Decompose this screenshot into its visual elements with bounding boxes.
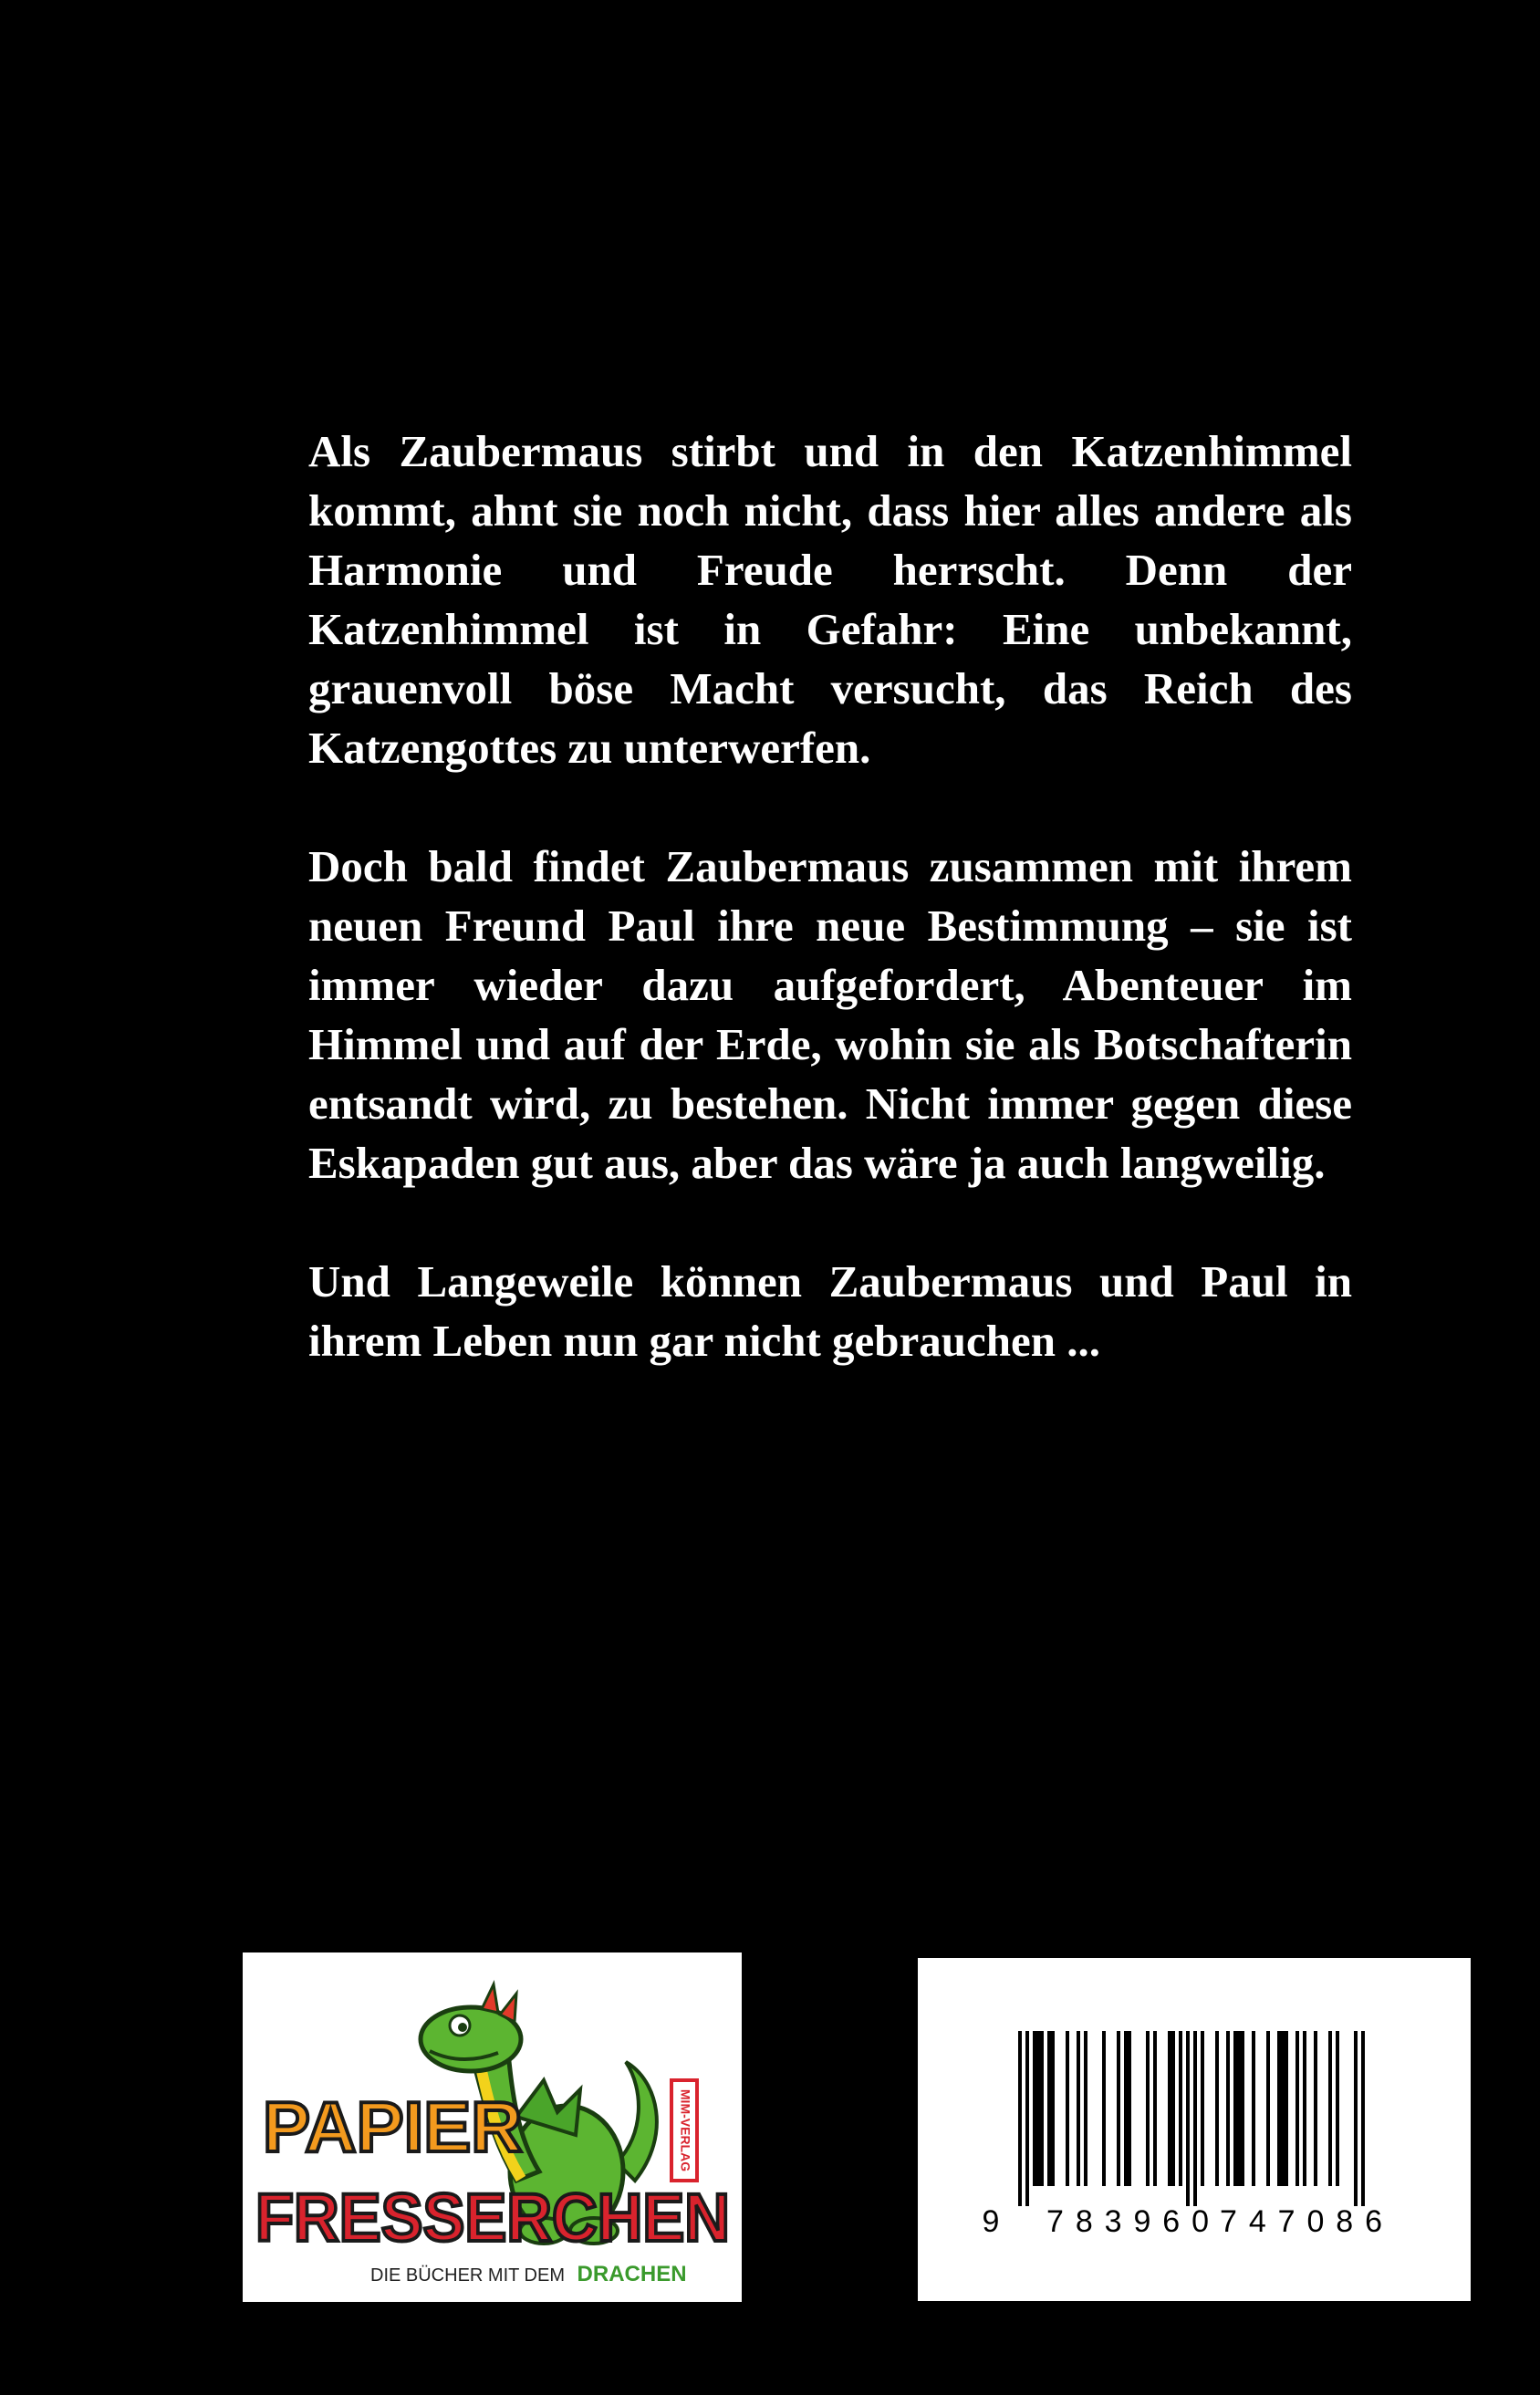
blurb-paragraph: Und Langeweile können Zaubermaus und Paul in ihrem Leben nun gar nicht gebrauchen ...: [308, 1256, 1352, 1366]
barcode-bar: [1215, 2031, 1219, 2186]
barcode-bar: [1186, 2031, 1190, 2206]
isbn-group-3: 747086: [1220, 2204, 1382, 2239]
barcode-bar: [1018, 2031, 1022, 2206]
isbn-group-2: 783960: [1046, 2204, 1209, 2239]
barcode-bar: [1153, 2031, 1157, 2186]
barcode-bar: [1328, 2031, 1332, 2186]
barcode-bar: [1171, 2031, 1175, 2186]
barcode-bar: [1266, 2031, 1270, 2186]
barcode-bar: [1102, 2031, 1106, 2186]
barcode-bar: [1252, 2031, 1255, 2186]
isbn-barcode: [918, 1958, 1471, 2301]
barcode-bar: [1281, 2031, 1285, 2186]
blurb-paragraph: Als Zaubermaus stirbt und in den Katzenhimmel kommt, ahnt sie noch nicht, dass hier alles andere als Harmonie und Freude herrscht. Denn der Katzenhimmel ist in Gefahr: Eine unbekannt, grauenvoll böse Macht versucht, das Reich des Katzengottes zu unterwerfen.: [308, 426, 1352, 773]
isbn-group-1: 9: [982, 2204, 1000, 2239]
barcode-bar: [1314, 2031, 1317, 2186]
barcode-bar: [1233, 2031, 1237, 2186]
barcode-bar: [1040, 2031, 1044, 2186]
barcode-bar: [1295, 2031, 1299, 2186]
barcode-bar: [1036, 2031, 1040, 2186]
barcode-bar: [1084, 2031, 1087, 2186]
publisher-logo-graphic: [243, 1952, 742, 2302]
barcode-bar: [1033, 2031, 1036, 2186]
barcode-bar: [1193, 2031, 1197, 2206]
logo-tagline-prefix: DIE BÜCHER MIT DEM: [370, 2265, 565, 2286]
logo-word-papier: PAPIER: [263, 2087, 523, 2167]
back-cover-blurb: [308, 422, 1352, 1370]
barcode-bar: [1201, 2031, 1204, 2186]
barcode-bar: [1146, 2031, 1150, 2186]
blurb-paragraph: Doch bald findet Zaubermaus zusammen mit ihrem neuen Freund Paul ihre neue Bestimmung – sie ist immer wieder dazu aufgefordert, Abenteuer im Himmel und auf der Erde, wohin sie als Botschafterin entsandt wird, zu bestehen. Nicht immer gegen diese Eskapaden gut aus, aber das wäre ja auch langweilig.: [308, 841, 1352, 1188]
barcode-bar: [1051, 2031, 1055, 2186]
barcode-bar: [1226, 2031, 1230, 2186]
barcode-bar: [1179, 2031, 1182, 2186]
barcode-bar: [1354, 2031, 1358, 2206]
publisher-logo: [243, 1952, 742, 2302]
logo-word-fresserchen: FRESSERCHEN: [255, 2180, 730, 2255]
barcode-graphic: [918, 1958, 1471, 2301]
barcode-bar: [1128, 2031, 1131, 2186]
barcode-bar: [1285, 2031, 1288, 2186]
barcode-bar: [1124, 2031, 1128, 2186]
isbn-digits: [983, 2204, 1382, 2239]
logo-tagline: [370, 2262, 687, 2286]
barcode-bar: [1303, 2031, 1306, 2186]
barcode-bar: [1117, 2031, 1120, 2186]
barcode-bar: [1077, 2031, 1080, 2186]
barcode-bar: [1066, 2031, 1069, 2186]
logo-tagline-highlight: DRACHEN: [577, 2262, 687, 2286]
barcode-bar: [1241, 2031, 1244, 2186]
barcode-bar: [1237, 2031, 1241, 2186]
barcode-bar: [1277, 2031, 1281, 2186]
barcode-bar: [1361, 2031, 1365, 2206]
imprint-label: MIM-VERLAG: [678, 2088, 693, 2172]
barcode-bar: [1168, 2031, 1171, 2186]
barcode-bar: [1336, 2031, 1339, 2186]
barcode-bars: [1018, 2031, 1365, 2206]
barcode-bar: [1047, 2031, 1051, 2186]
imprint-tag: [671, 2080, 697, 2181]
barcode-bar: [1025, 2031, 1029, 2206]
